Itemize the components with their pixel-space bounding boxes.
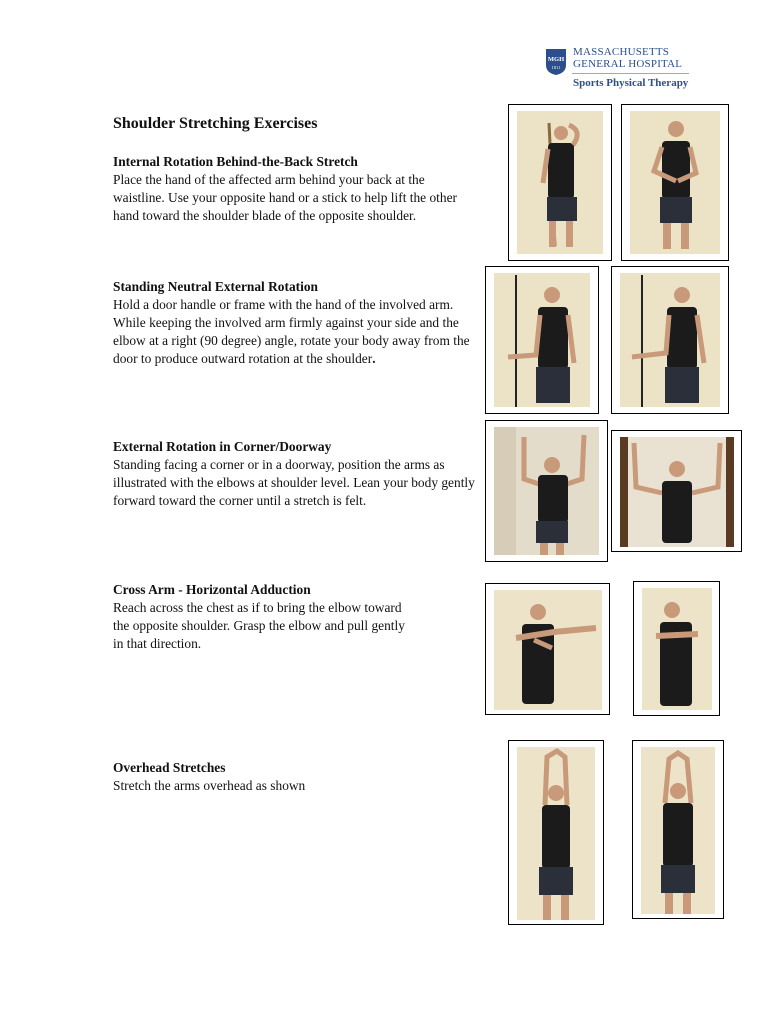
hospital-logo [545,46,695,94]
section-text: Reach across the chest as if to bring the elbow toward the opposite shoulder. Grasp the elbow and pull gently in that direction. [113,600,405,651]
logo-department: Sports Physical Therapy [573,77,689,89]
section-text-end: . [372,351,376,366]
person-overhead-back-illustration [641,747,715,914]
photo-internal-rotation-back [621,104,729,261]
section-text: Place the hand of the affected arm behind your back at the waistline. Use your opposite hand or a stick to help lift the other hand toward the shoulder blade of the opposite shoulder. [113,172,457,223]
photo-overhead-front [508,740,604,925]
logo-org-line2: GENERAL HOSPITAL [573,58,683,70]
photo-neutral-rotation-start [485,266,599,414]
page-title: Shoulder Stretching Exercises [113,115,318,132]
photo-neutral-rotation-end [611,266,729,414]
person-back-view-illustration [630,111,720,254]
shield-label: MGH [547,56,565,63]
section-text: Stretch the arms overhead as shown [113,778,306,793]
shield-icon [545,48,567,76]
exercise-section-overhead [113,759,478,795]
photo-overhead-back [632,740,724,919]
person-doorway-illustration [620,437,734,547]
shield-year: 1811 [551,65,561,70]
person-door-frame-rotate-illustration [620,273,720,407]
exercise-section-corner-doorway [113,438,478,510]
person-overhead-front-illustration [517,747,595,920]
section-heading: Standing Neutral External Rotation [113,279,318,294]
section-text: Standing facing a corner or in a doorway, position the arms as illustrated with the elbows at shoulder level. Lean your body gently forward toward the corner until a stretch is felt. [113,457,475,508]
photo-cross-arm-side [633,581,720,716]
section-heading: Internal Rotation Behind-the-Back Stretch [113,154,358,169]
exercise-section-neutral-external-rotation [113,278,478,368]
logo-divider [572,73,689,74]
photo-internal-rotation-stick [508,104,612,261]
person-stick-behind-back-illustration [517,111,603,254]
section-text: Hold a door handle or frame with the hand of the involved arm. While keeping the involved arm firmly against your side and the elbow at a right (90 degree) angle, rotate your body away from the door to produce outward rotation at the shoulder [113,297,470,366]
photo-cross-arm-front [485,583,610,715]
exercise-section-internal-rotation [113,153,478,225]
person-corner-illustration [494,427,599,555]
person-door-frame-start-illustration [494,273,590,407]
section-heading: Overhead Stretches [113,760,226,775]
logo-org-line1: MASSACHUSETTS [573,46,670,58]
person-cross-arm-front-illustration [494,590,602,710]
photo-corner-stretch [485,420,608,562]
person-cross-arm-side-illustration [642,588,712,710]
photo-doorway-stretch [611,430,742,552]
section-heading: Cross Arm - Horizontal Adduction [113,582,311,597]
section-heading: External Rotation in Corner/Doorway [113,439,332,454]
section-text-wrap [113,296,478,368]
exercise-section-cross-arm [113,581,413,653]
